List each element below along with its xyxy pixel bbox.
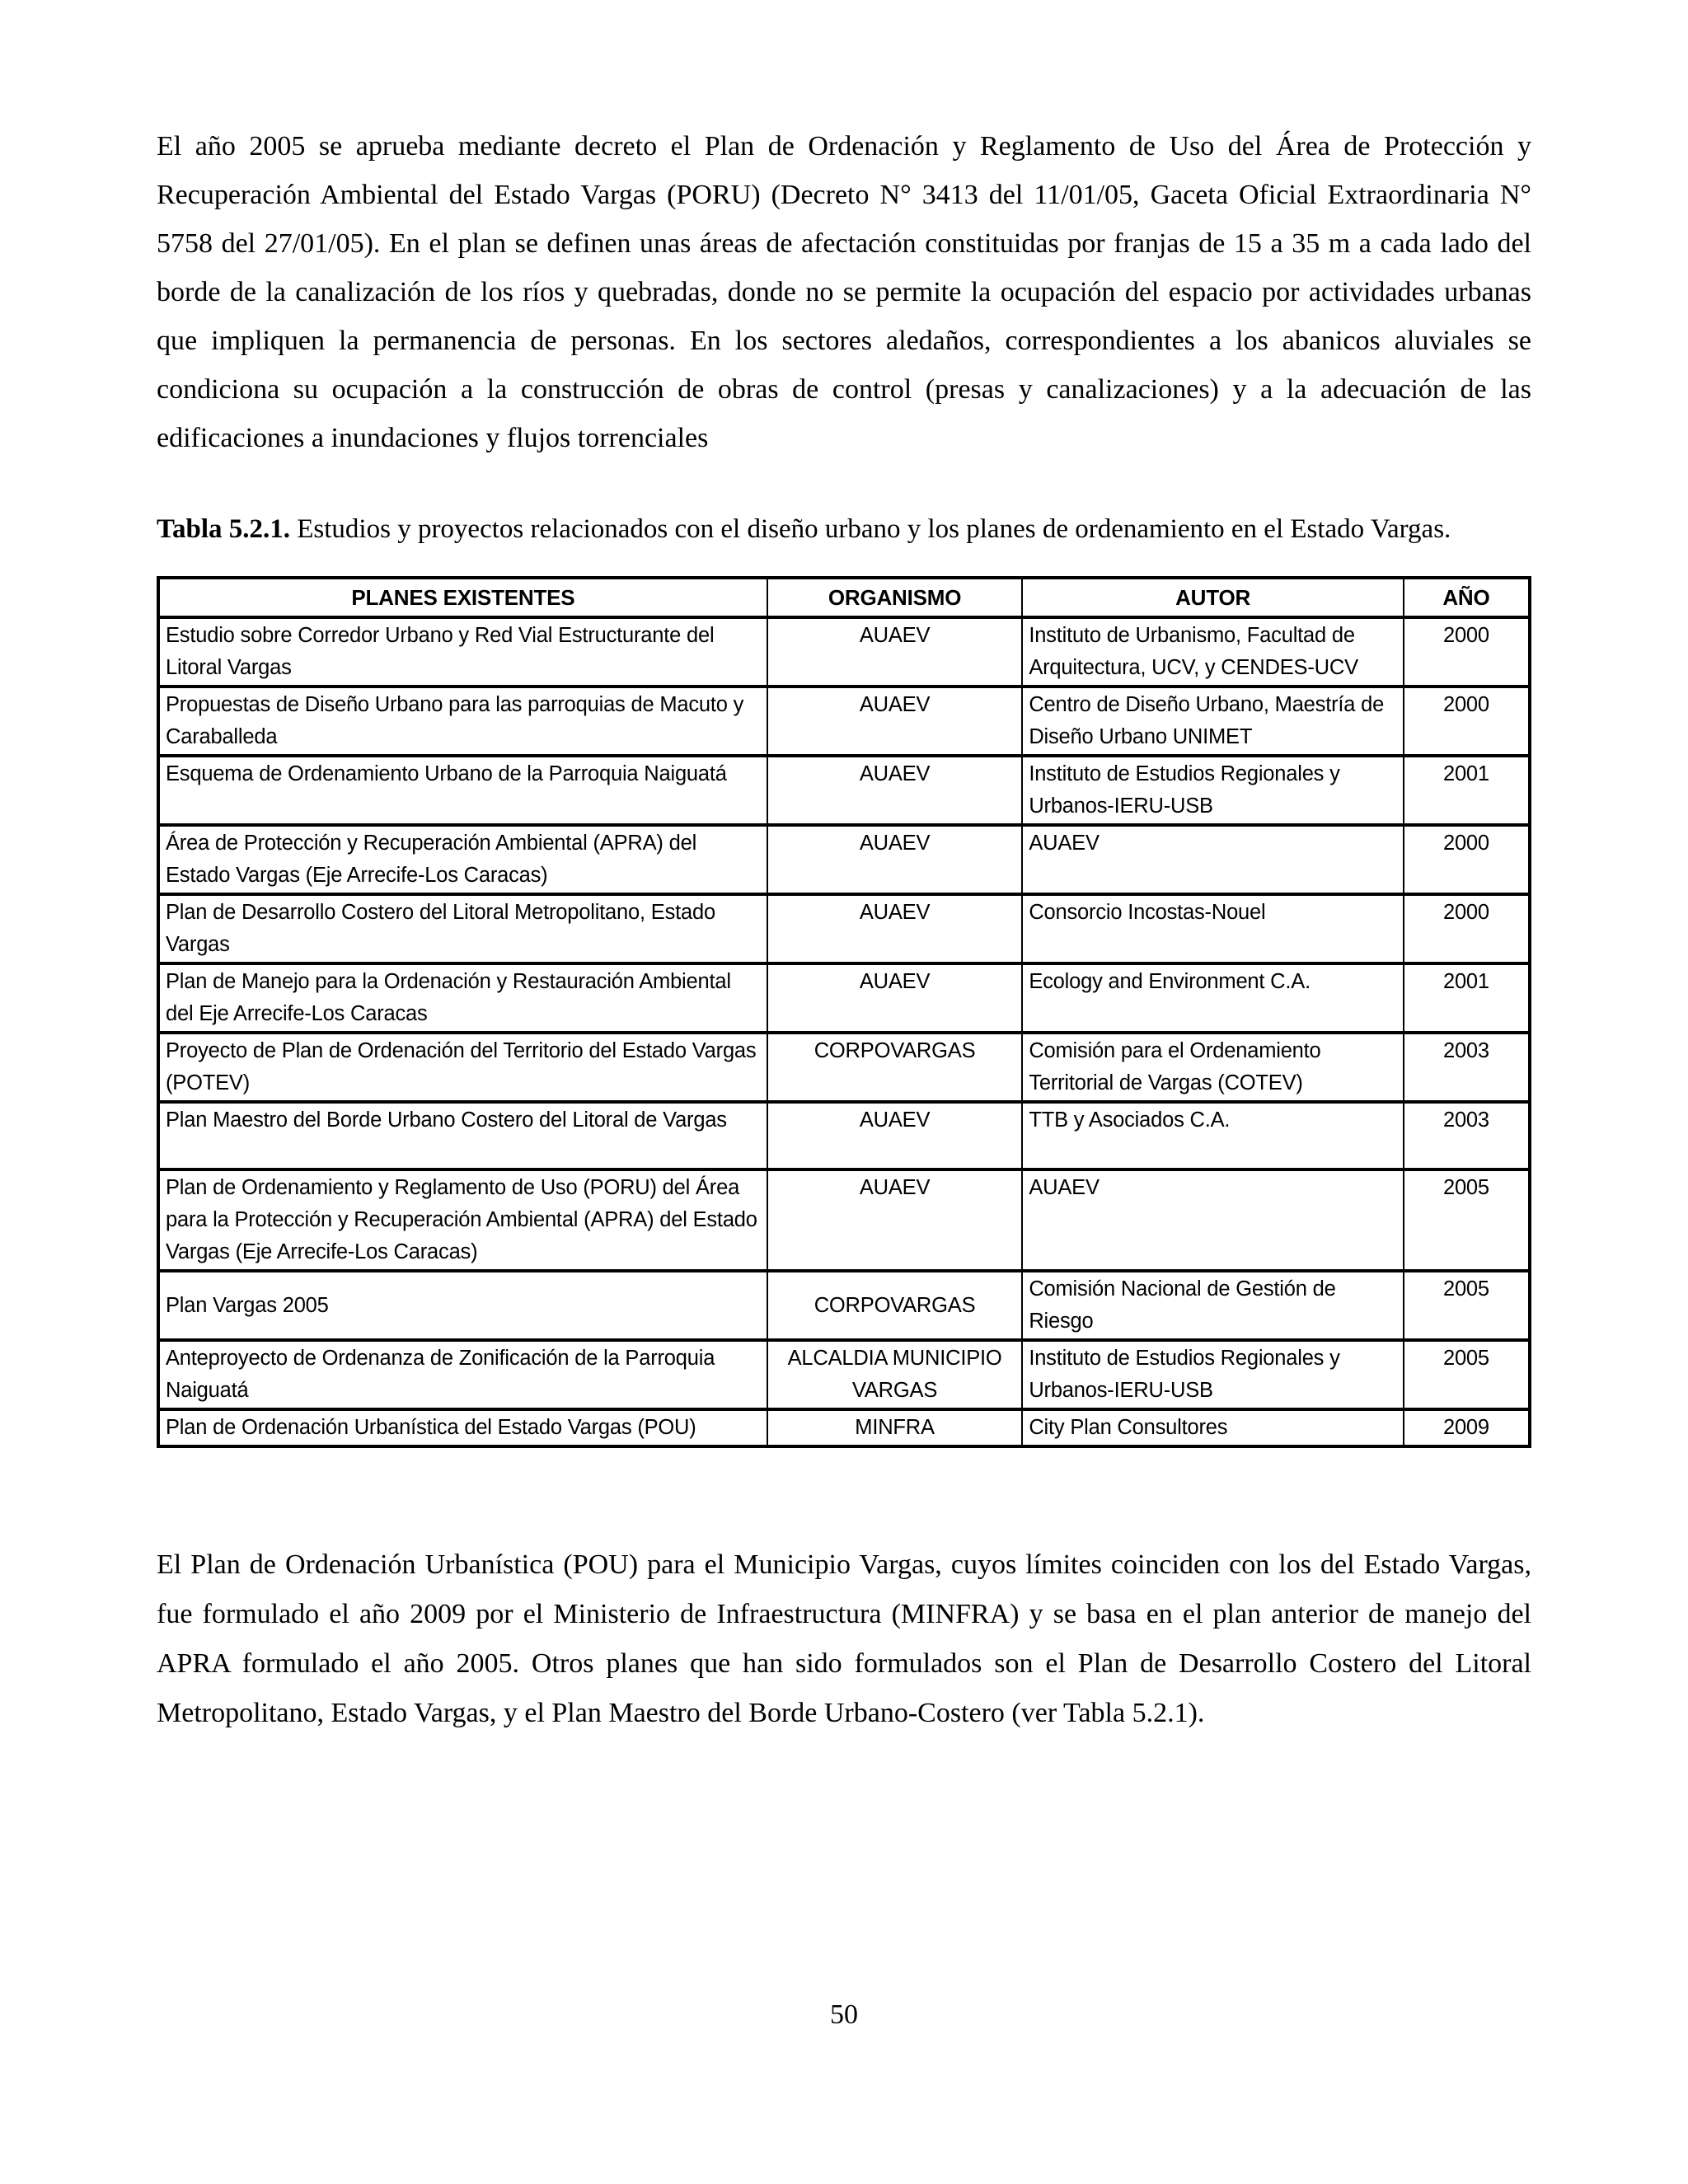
cell-organismo: AUAEV [767, 963, 1023, 1033]
paragraph-intro: El año 2005 se aprueba mediante decreto el Plan de Ordenación y Reglamento de Uso del Área de Protección y Recuperación Ambiental del Estado Vargas (PORU) (Decreto N° 3413 del 11/01/05, Gaceta Oficial Extraordinaria N° 5758 del 27/01/05). En el plan se definen unas áreas de afectación constituidas por franjas de 15 a 35 m a cada lado del borde de la canalización de los ríos y quebradas, donde no se permite la ocupación del espacio por actividades urbanas que impliquen la permanencia de personas. En los sectores aledaños, correspondientes a los abanicos aluviales se condiciona su ocupación a la construcción de obras de control (presas y canalizaciones) y a la adecuación de las edificaciones a inundaciones y flujos torrenciales [157, 131, 1531, 453]
cell-organismo: AUAEV [767, 894, 1023, 963]
planes-table [157, 576, 1531, 1448]
cell-ano: 2003 [1404, 1033, 1530, 1102]
page-content [157, 122, 1531, 1738]
cell-organismo: MINFRA [767, 1409, 1023, 1446]
cell-autor: Instituto de Urbanismo, Facultad de Arquitectura, UCV, y CENDES-UCV [1022, 617, 1404, 687]
table-row [158, 1340, 1530, 1409]
cell-organismo: CORPOVARGAS [767, 1033, 1023, 1102]
page-number: 50 [830, 1999, 858, 2030]
cell-autor: AUAEV [1022, 825, 1404, 894]
cell-plan: Anteproyecto de Ordenanza de Zonificación de la Parroquia Naiguatá [158, 1340, 767, 1409]
cell-autor: City Plan Consultores [1022, 1409, 1404, 1446]
cell-autor: Ecology and Environment C.A. [1022, 963, 1404, 1033]
cell-ano: 2001 [1404, 756, 1530, 825]
table-caption [157, 505, 1531, 554]
paragraph-pou: El Plan de Ordenación Urbanística (POU) para el Municipio Vargas, cuyos límites coinciden con los del Estado Vargas, fue formulado el año 2009 por el Ministerio de Infraestructura (MINFRA) y se basa en el plan anterior de manejo del APRA formulado el año 2005. Otros planes que han sido formulados son el Plan de Desarrollo Costero del Litoral Metropolitano, Estado Vargas, y el Plan Maestro del Borde Urbano-Costero (ver Tabla 5.2.1). [157, 1549, 1531, 1728]
cell-autor: Centro de Diseño Urbano, Maestría de Diseño Urbano UNIMET [1022, 687, 1404, 756]
cell-ano: 2000 [1404, 687, 1530, 756]
cell-ano: 2005 [1404, 1169, 1530, 1271]
cell-plan: Plan Maestro del Borde Urbano Costero del Litoral de Vargas [158, 1102, 767, 1169]
cell-organismo: CORPOVARGAS [767, 1271, 1023, 1340]
table-row [158, 1102, 1530, 1169]
cell-plan: Esquema de Ordenamiento Urbano de la Parroquia Naiguatá [158, 756, 767, 825]
cell-ano: 2000 [1404, 894, 1530, 963]
table-row [158, 963, 1530, 1033]
cell-autor: Comisión para el Ordenamiento Territorial de Vargas (COTEV) [1022, 1033, 1404, 1102]
table-row [158, 687, 1530, 756]
cell-organismo: AUAEV [767, 1102, 1023, 1169]
cell-ano: 2000 [1404, 617, 1530, 687]
table-caption-text: Estudios y proyectos relacionados con el diseño urbano y los planes de ordenamiento en el Estado Vargas. [290, 514, 1451, 544]
table-row [158, 894, 1530, 963]
cell-plan: Área de Protección y Recuperación Ambiental (APRA) del Estado Vargas (Eje Arrecife-Los Caracas) [158, 825, 767, 894]
cell-autor: Instituto de Estudios Regionales y Urbanos-IERU-USB [1022, 1340, 1404, 1409]
cell-plan: Plan de Desarrollo Costero del Litoral Metropolitano, Estado Vargas [158, 894, 767, 963]
cell-autor: TTB y Asociados C.A. [1022, 1102, 1404, 1169]
cell-autor: Instituto de Estudios Regionales y Urbanos-IERU-USB [1022, 756, 1404, 825]
table-header-cell: AÑO [1404, 578, 1530, 617]
table-row [158, 617, 1530, 687]
cell-organismo: AUAEV [767, 617, 1023, 687]
cell-ano: 2009 [1404, 1409, 1530, 1446]
cell-organismo: AUAEV [767, 687, 1023, 756]
cell-organismo: AUAEV [767, 1169, 1023, 1271]
table-row [158, 756, 1530, 825]
table-header-cell: ORGANISMO [767, 578, 1023, 617]
cell-ano: 2000 [1404, 825, 1530, 894]
cell-autor: Consorcio Incostas-Nouel [1022, 894, 1404, 963]
table-row [158, 825, 1530, 894]
cell-plan: Plan de Manejo para la Ordenación y Restauración Ambiental del Eje Arrecife-Los Caracas [158, 963, 767, 1033]
cell-organismo: AUAEV [767, 756, 1023, 825]
table-row [158, 1271, 1530, 1340]
table-body [158, 617, 1530, 1446]
table-row [158, 1169, 1530, 1271]
cell-ano: 2003 [1404, 1102, 1530, 1169]
table-header-row [158, 578, 1530, 617]
cell-plan: Proyecto de Plan de Ordenación del Territorio del Estado Vargas (POTEV) [158, 1033, 767, 1102]
cell-plan: Propuestas de Diseño Urbano para las parroquias de Macuto y Caraballeda [158, 687, 767, 756]
cell-organismo: AUAEV [767, 825, 1023, 894]
table-row [158, 1409, 1530, 1446]
cell-plan: Plan de Ordenamiento y Reglamento de Uso (PORU) del Área para la Protección y Recuperación Ambiental (APRA) del Estado Vargas (Eje Arrecife-Los Caracas) [158, 1169, 767, 1271]
table-caption-label: Tabla 5.2.1. [157, 514, 291, 544]
cell-ano: 2005 [1404, 1340, 1530, 1409]
table-header-cell: AUTOR [1022, 578, 1404, 617]
cell-ano: 2001 [1404, 963, 1530, 1033]
cell-ano: 2005 [1404, 1271, 1530, 1340]
cell-plan: Estudio sobre Corredor Urbano y Red Vial Estructurante del Litoral Vargas [158, 617, 767, 687]
cell-plan: Plan Vargas 2005 [158, 1271, 767, 1340]
table-row [158, 1033, 1530, 1102]
cell-plan: Plan de Ordenación Urbanística del Estado Vargas (POU) [158, 1409, 767, 1446]
cell-autor: Comisión Nacional de Gestión de Riesgo [1022, 1271, 1404, 1340]
cell-organismo: ALCALDIA MUNICIPIO VARGAS [767, 1340, 1023, 1409]
table-header-cell: PLANES EXISTENTES [158, 578, 767, 617]
cell-autor: AUAEV [1022, 1169, 1404, 1271]
